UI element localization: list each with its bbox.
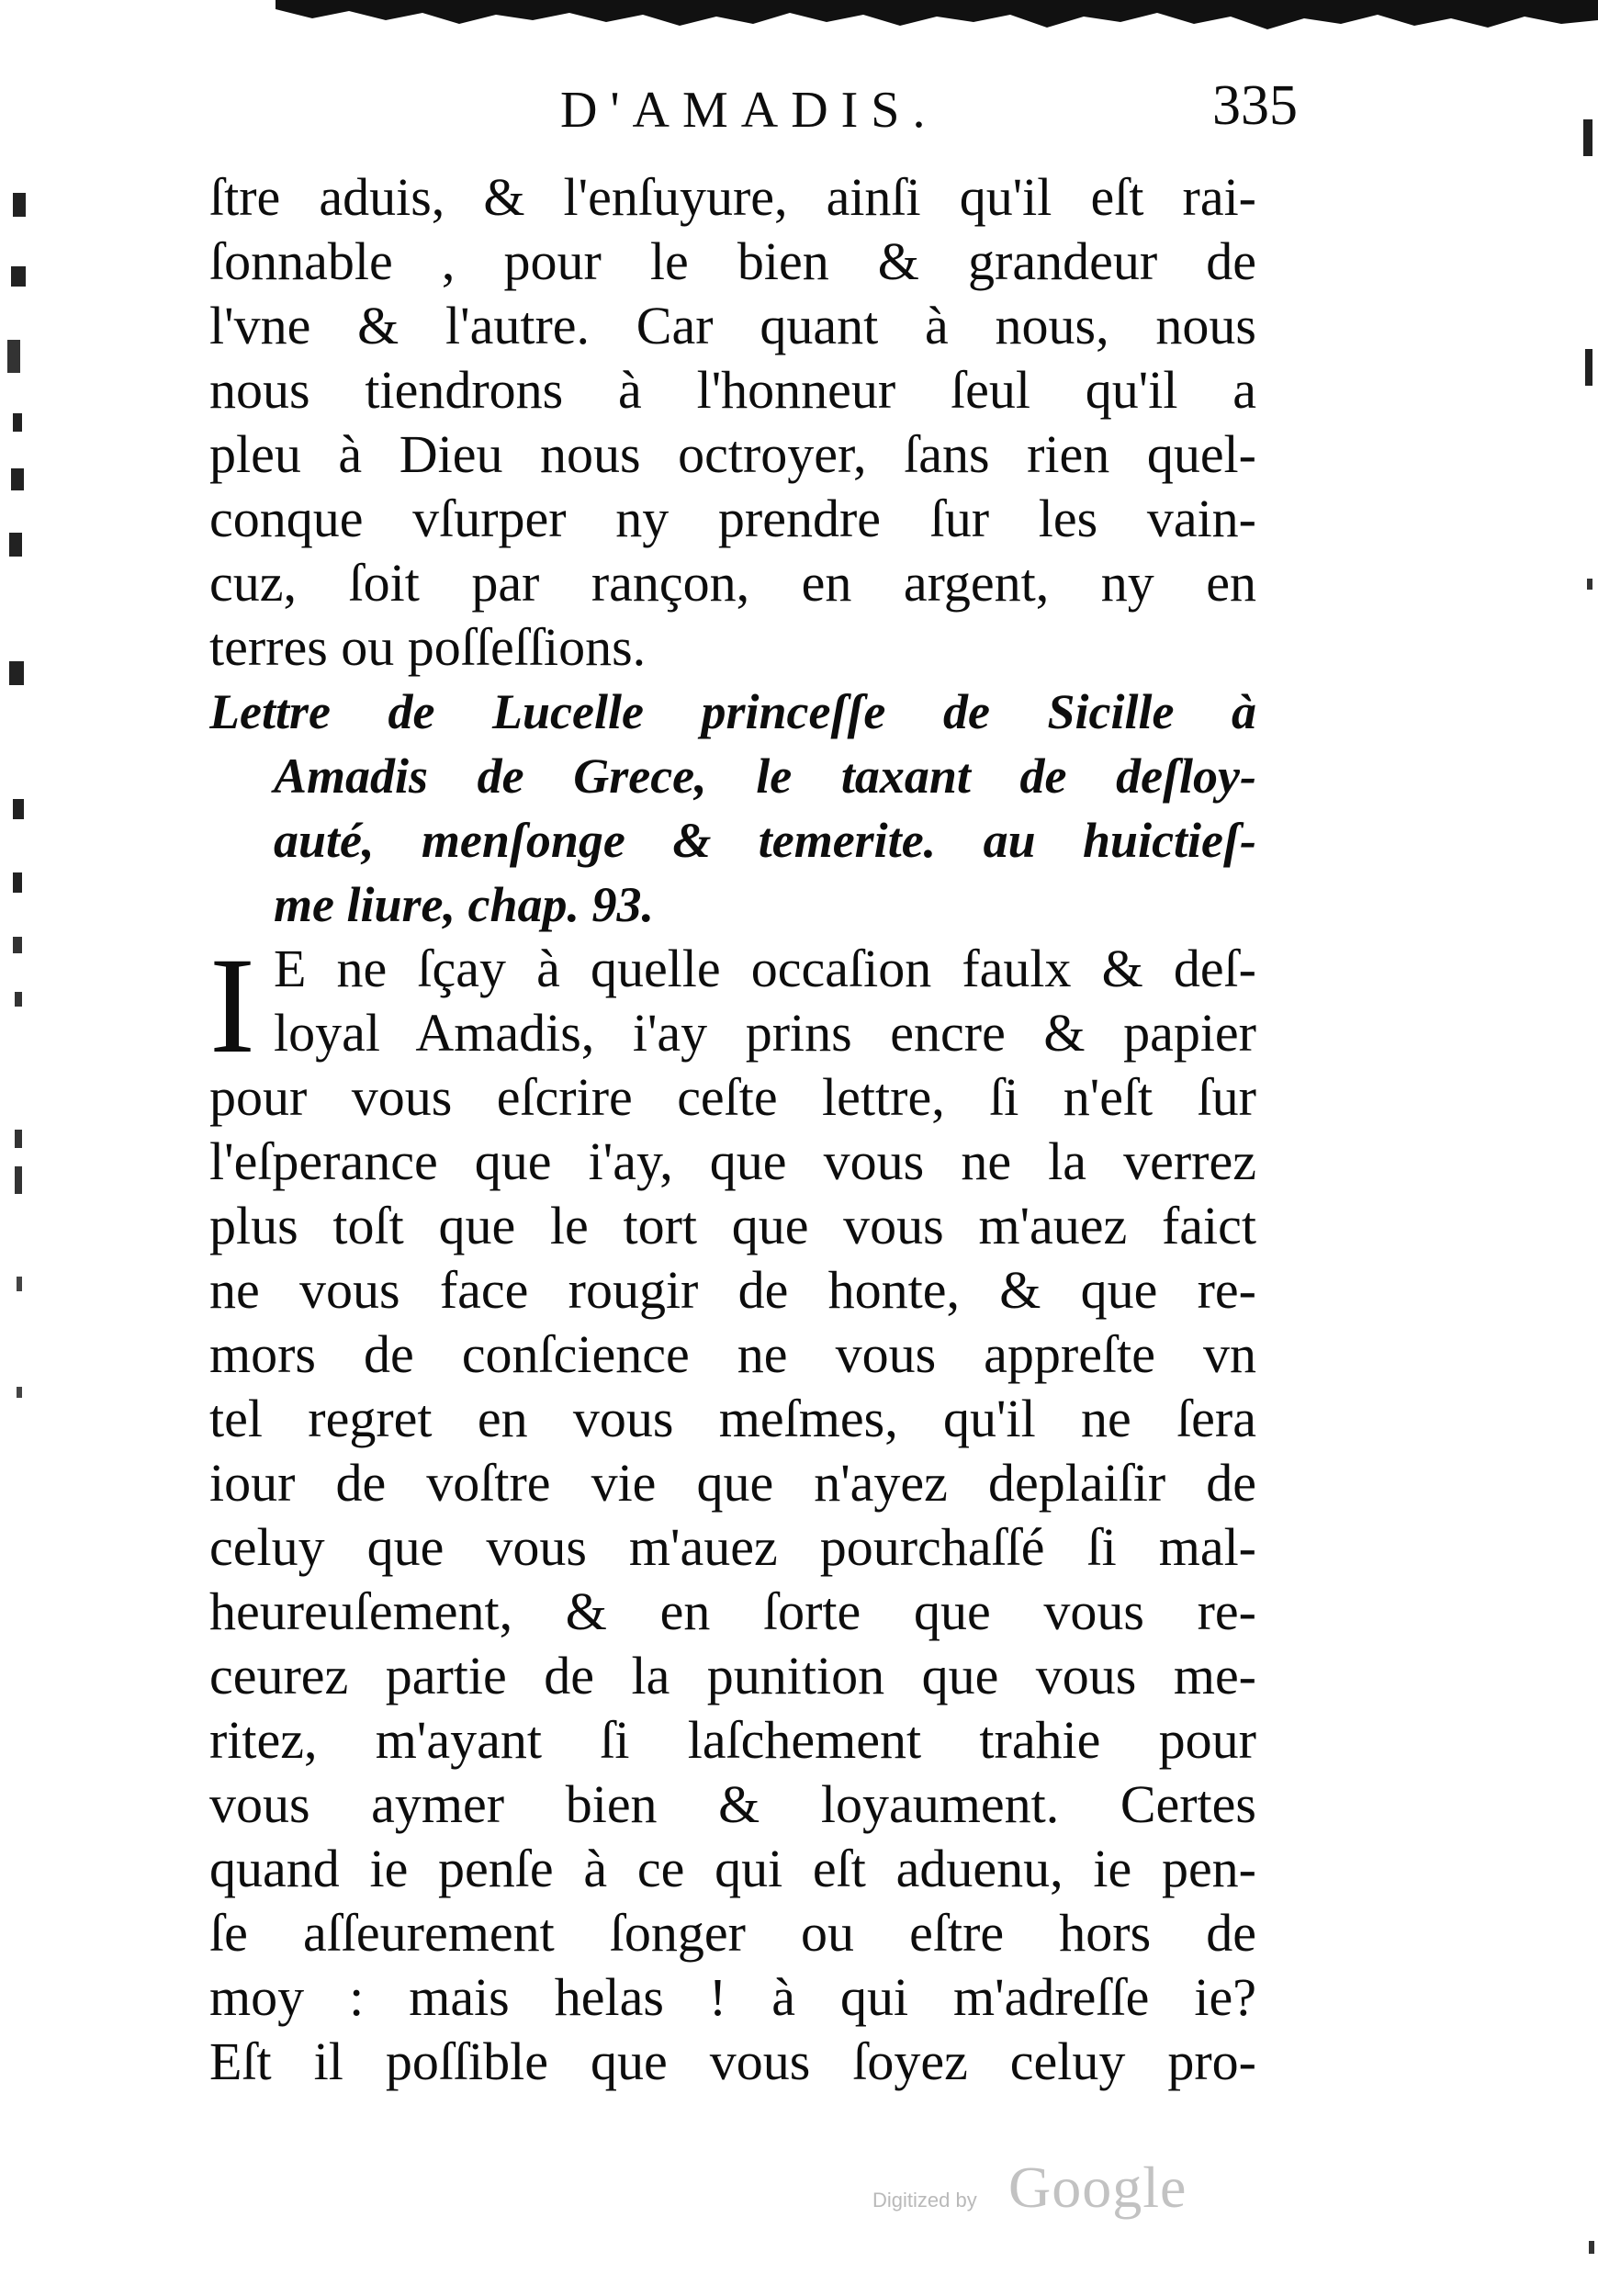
heading-line: Amadis de Grece, le taxant de deſloy-	[274, 748, 1256, 804]
text-line: mors de conſcience ne vous appreſte vn	[209, 1324, 1256, 1384]
text-line: l'vne & l'autre. Car quant à nous, nous	[209, 296, 1256, 355]
text-line: loyal Amadis, i'ay prins encre & papier	[274, 1003, 1256, 1063]
letter-heading	[209, 680, 1256, 937]
text-line: plus toſt que le tort que vous m'auez faict	[209, 1196, 1256, 1255]
text-line: ceurez partie de la punition que vous me-	[209, 1646, 1256, 1705]
page-number: 335	[1212, 74, 1298, 137]
text-line: vous aymer bien & loyaument. Certes	[209, 1774, 1256, 1834]
text-line: nous tiendrons à l'honneur ſeul qu'il a	[209, 360, 1256, 420]
text-line: pour vous eſcrire ceſte lettre, ſi n'eſt ſur	[209, 1067, 1256, 1127]
text-line: ritez, m'ayant ſi laſchement trahie pour	[209, 1710, 1256, 1770]
running-head: D'AMADIS.	[560, 82, 939, 139]
text-line: iour de voſtre vie que n'ayez deplaiſir de	[209, 1453, 1256, 1513]
scan-right-edge	[1561, 0, 1598, 2296]
text-line: ſe aſſeurement ſonger ou eſtre hors de	[209, 1903, 1256, 1963]
heading-line: auté, menſonge & temerite. au huictieſ-	[274, 813, 1256, 868]
drop-cap: I	[209, 929, 255, 1082]
text-line: E ne ſçay à quelle occaſion faulx & deſ-	[274, 939, 1256, 998]
text-line: moy : mais helas ! à qui m'adreſſe ie?	[209, 1967, 1256, 2027]
scan-top-edge	[0, 0, 1598, 73]
letter-body	[209, 929, 1256, 2094]
text-line: tel regret en vous meſmes, qu'il ne ſera	[209, 1389, 1256, 1448]
scan-left-marks	[0, 138, 64, 1515]
text-line: cuz, ſoit par rançon, en argent, ny en	[209, 553, 1256, 613]
text-line: Eſt il poſſible que vous ſoyez celuy pro-	[209, 2032, 1256, 2091]
text-line: ne vous face rougir de honte, & que re-	[209, 1260, 1256, 1320]
text-line: terres ou poſſeſſions.	[209, 617, 647, 677]
text-line: ſonnable , pour le bien & grandeur de	[209, 231, 1256, 291]
text-line: heureuſement, & en ſorte que vous re-	[209, 1581, 1256, 1641]
heading-line: Lettre de Lucelle princeſſe de Sicille à	[209, 684, 1256, 739]
text-line: l'eſperance que i'ay, que vous ne la verrez	[209, 1131, 1256, 1191]
heading-line: me liure, chap. 93.	[274, 877, 654, 932]
text-line: conque vſurper ny prendre ſur les vain-	[209, 489, 1256, 548]
text-line: celuy que vous m'auez pourchaſſé ſi mal-	[209, 1517, 1256, 1577]
page-header	[211, 73, 1313, 165]
paragraph-continuation	[209, 165, 1256, 680]
text-line: pleu à Dieu nous octroyer, ſans rien quel-	[209, 424, 1256, 484]
page-body	[209, 165, 1256, 2094]
watermark-prefix: Digitized by	[872, 2189, 977, 2212]
digitized-watermark	[872, 2154, 1203, 2227]
text-line: ſtre aduis, & l'enſuyure, ainſi qu'il eſt rai-	[209, 167, 1256, 227]
text-line: quand ie penſe à ce qui eſt aduenu, ie pen-	[209, 1839, 1256, 1898]
google-logo: Google	[1008, 2155, 1187, 2220]
